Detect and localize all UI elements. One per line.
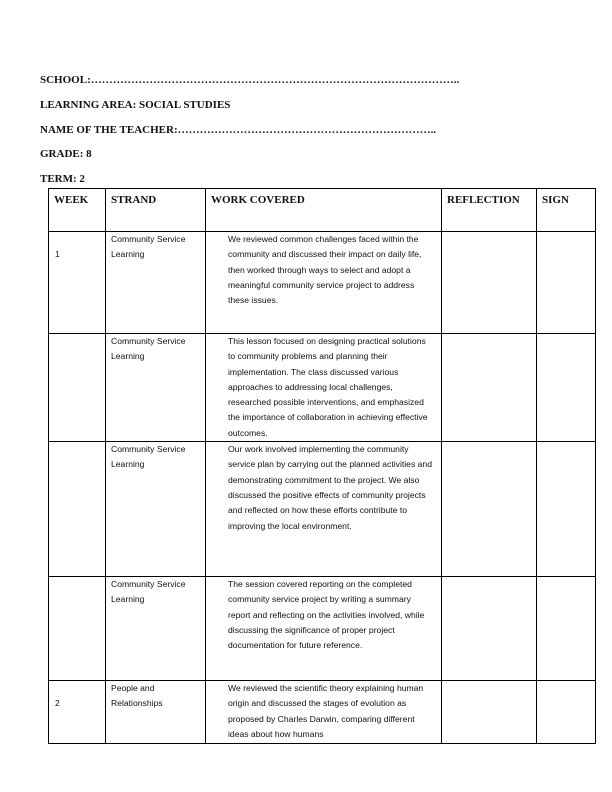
cell-reflection: [442, 681, 537, 744]
cell-week: 2: [49, 681, 106, 744]
col-week: WEEK: [49, 189, 106, 232]
cell-week: 1: [49, 232, 106, 334]
cell-week: [49, 577, 106, 681]
term: TERM: 2: [40, 173, 85, 185]
cell-work: We reviewed the scientific theory explaining human origin and discussed the stages of evolution as proposed by Charles Darwin, comparing different ideas about how humans: [206, 681, 442, 744]
teacher-name-field: NAME OF THE TEACHER:……………………………………………………………..: [40, 124, 437, 136]
cell-reflection: [442, 577, 537, 681]
record-of-work-table: [48, 188, 596, 744]
cell-sign: [537, 577, 596, 681]
cell-work: This lesson focused on designing practical solutions to community problems and planning their implementation. The class discussed various approaches to addressing local challenges, researched possible interventions, and emphasized the importance of collaboration in achieving effective outcomes.: [206, 334, 442, 442]
cell-strand: People and Relationships: [106, 681, 206, 744]
cell-work: The session covered reporting on the completed community service project by writing a summary report and reflecting on the activities involved, while discussing the significance of proper project documentation for future reference.: [206, 577, 442, 681]
table-header-row: [49, 189, 596, 232]
cell-work: We reviewed common challenges faced within the community and discussed their impact on daily life, then worked through ways to select and adopt a meaningful community service project to address these issues.: [206, 232, 442, 334]
cell-strand: Community Service Learning: [106, 577, 206, 681]
cell-strand: Community Service Learning: [106, 334, 206, 442]
school-field: SCHOOL:………………………………………………………………………………………..: [40, 74, 460, 86]
cell-week: [49, 442, 106, 577]
col-strand: STRAND: [106, 189, 206, 232]
learning-area: LEARNING AREA: SOCIAL STUDIES: [40, 99, 231, 111]
table-row: [49, 442, 596, 577]
col-reflection: REFLECTION: [442, 189, 537, 232]
table-row: [49, 577, 596, 681]
cell-sign: [537, 232, 596, 334]
cell-sign: [537, 442, 596, 577]
col-sign: SIGN: [537, 189, 596, 232]
cell-strand: Community Service Learning: [106, 232, 206, 334]
cell-sign: [537, 334, 596, 442]
cell-reflection: [442, 334, 537, 442]
cell-sign: [537, 681, 596, 744]
table-row: [49, 232, 596, 334]
cell-strand: Community Service Learning: [106, 442, 206, 577]
cell-reflection: [442, 232, 537, 334]
cell-week: [49, 334, 106, 442]
cell-reflection: [442, 442, 537, 577]
grade: GRADE: 8: [40, 148, 92, 160]
table-row: [49, 334, 596, 442]
col-work-covered: WORK COVERED: [206, 189, 442, 232]
table-row: [49, 681, 596, 744]
cell-work: Our work involved implementing the community service plan by carrying out the planned activities and demonstrating commitment to the project. We also discussed the positive effects of community projects and reflected on how these efforts contribute to improving the local environment.: [206, 442, 442, 577]
